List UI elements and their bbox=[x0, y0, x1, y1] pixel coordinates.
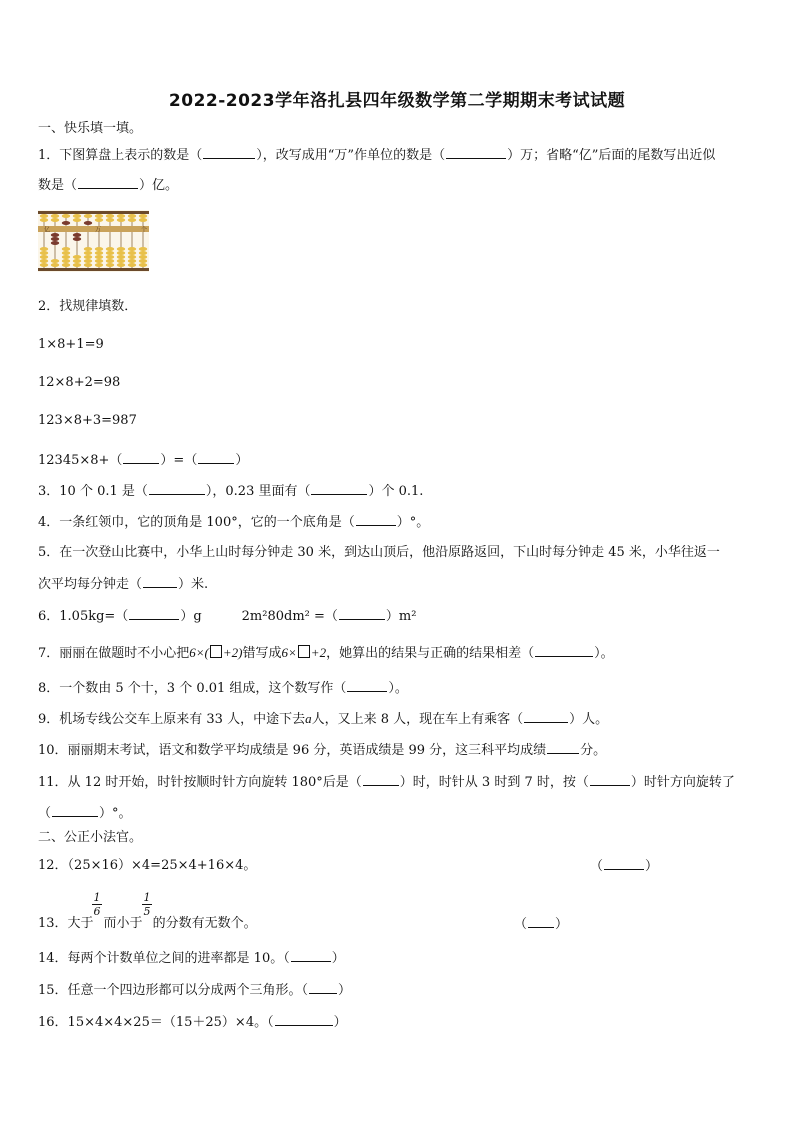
q3-text-a: 3．10 个 0.1 是（ bbox=[38, 484, 148, 499]
abacus-bead bbox=[62, 214, 70, 218]
abacus-bead bbox=[128, 263, 136, 267]
q8-text-a: 8．一个数由 5 个十，3 个 0.01 组成，这个数写作（ bbox=[38, 681, 347, 696]
abacus-bead bbox=[84, 221, 92, 225]
q4-text-a: 4．一条红领巾，它的顶角是 100°，它的一个底角是（ bbox=[38, 515, 355, 530]
abacus-bead bbox=[51, 259, 59, 263]
abacus-bead bbox=[84, 251, 92, 255]
abacus-bead bbox=[106, 218, 114, 222]
abacus-bead bbox=[117, 251, 125, 255]
q7-text-b: 错写成 bbox=[242, 646, 282, 661]
abacus-bead bbox=[51, 218, 59, 222]
page-title: 2022-2023学年洛扎县四年级数学第二学期期末考试试题 bbox=[168, 91, 626, 111]
q16-blank[interactable] bbox=[275, 1014, 333, 1026]
question-4 bbox=[38, 514, 429, 531]
q11-blank-1[interactable] bbox=[363, 774, 399, 786]
question-5-line-1: 5．在一次登山比赛中，小华上山时每分钟走 30 米，到达山顶后，他沿原路返回，下山时每分钟走 45 米，小华往返一 bbox=[38, 545, 720, 560]
q13-fraction-one-fifth: 1 5 bbox=[143, 891, 151, 918]
q15-blank[interactable] bbox=[309, 982, 337, 994]
q6-blank-1[interactable] bbox=[129, 608, 179, 620]
q9-text-a: 9．机场专线公交车上原来有 33 人，中途下去 bbox=[38, 712, 306, 727]
q7-box-2 bbox=[298, 645, 310, 658]
q14-text-a: 14．每两个计数单位之间的进率都是 10。（ bbox=[38, 951, 290, 966]
abacus-bead bbox=[73, 255, 81, 259]
q11-text-c: ）时针方向旋转了 bbox=[630, 775, 735, 790]
question-9 bbox=[38, 711, 608, 728]
abacus-bead bbox=[73, 233, 81, 237]
q6-blank-2[interactable] bbox=[339, 608, 385, 620]
q13-text-b: 而小于 bbox=[103, 916, 143, 931]
question-11-line-1 bbox=[38, 774, 735, 791]
q7-expression-wrong: 6× +2 bbox=[281, 645, 327, 660]
abacus-bead bbox=[139, 214, 147, 218]
abacus-bead bbox=[139, 247, 147, 251]
q2-blank-2[interactable] bbox=[198, 452, 234, 464]
abacus-bead bbox=[128, 259, 136, 263]
q1-text-b: ），改写成用“万”作单位的数是（ bbox=[256, 148, 446, 163]
q1-text-c: ）万；省略“亿”后面的尾数写出近似 bbox=[507, 148, 716, 163]
q2-text-b: ）=（ bbox=[160, 453, 198, 468]
abacus-bead bbox=[62, 221, 70, 225]
abacus-bead bbox=[117, 255, 125, 259]
q2-text-a: 12345×8+（ bbox=[38, 453, 123, 468]
abacus-bead bbox=[84, 247, 92, 251]
abacus-bead bbox=[128, 247, 136, 251]
abacus-bead bbox=[62, 263, 70, 267]
q4-text-b: ）°。 bbox=[396, 515, 430, 530]
question-12: 12．（25×16）×4=25×4+16×4。 bbox=[38, 858, 257, 873]
abacus-bead bbox=[40, 247, 48, 251]
question-3 bbox=[38, 483, 423, 500]
abacus-bead bbox=[106, 255, 114, 259]
question-2-pattern-2: 12×8+2=98 bbox=[38, 375, 121, 390]
question-6 bbox=[38, 608, 416, 625]
q11-text-a: 11．从 12 时开始，时针按顺时针方向旋转 180°后是（ bbox=[38, 775, 362, 790]
question-2-title: 2．找规律填数． bbox=[38, 299, 138, 314]
section-heading-2: 二、公正小法官。 bbox=[38, 830, 143, 845]
question-12-judgement[interactable]: （ ） bbox=[590, 859, 659, 874]
abacus-bead bbox=[73, 218, 81, 222]
abacus-bead bbox=[139, 259, 147, 263]
question-16 bbox=[38, 1014, 347, 1031]
q1-text-a: 1．下图算盘上表示的数是（ bbox=[38, 148, 203, 163]
abacus-bead bbox=[117, 218, 125, 222]
question-15 bbox=[38, 982, 351, 999]
question-11-line-2 bbox=[38, 805, 132, 822]
q9-blank-1[interactable] bbox=[524, 711, 568, 723]
abacus-beam bbox=[38, 226, 149, 232]
question-10 bbox=[38, 742, 606, 759]
q7-text-c: ，她算出的结果与正确的结果相差（ bbox=[326, 646, 535, 661]
question-8 bbox=[38, 680, 408, 697]
q7-expression-correct: 6×( +2) bbox=[189, 645, 243, 660]
q6-text-c: 2m²80dm² =（ bbox=[241, 609, 338, 624]
q14-text-b: ） bbox=[331, 951, 345, 966]
abacus-bead bbox=[117, 263, 125, 267]
abacus-top-frame bbox=[38, 211, 149, 214]
question-13 bbox=[38, 916, 257, 932]
abacus-bead bbox=[106, 214, 114, 218]
q3-blank-2[interactable] bbox=[311, 483, 367, 495]
question-13-judgement[interactable]: （ ） bbox=[514, 917, 569, 932]
q2-text-c: ） bbox=[235, 453, 249, 468]
q9-variable-a: a bbox=[305, 711, 312, 726]
abacus-bead bbox=[51, 214, 59, 218]
abacus-bead bbox=[84, 259, 92, 263]
abacus-bead bbox=[40, 263, 48, 267]
q11-blank-2[interactable] bbox=[590, 774, 630, 786]
q3-blank-1[interactable] bbox=[149, 483, 205, 495]
question-14 bbox=[38, 950, 345, 967]
section-heading-1: 一、快乐填一填。 bbox=[38, 121, 143, 136]
abacus-bead bbox=[84, 214, 92, 218]
q10-text-b: 分。 bbox=[580, 743, 607, 758]
q11-text-e: ）°。 bbox=[99, 806, 132, 821]
question-1-line-2 bbox=[38, 177, 178, 194]
q1-blank-2[interactable] bbox=[446, 147, 506, 159]
abacus-label-wan: 万 bbox=[95, 226, 102, 234]
abacus-bead bbox=[40, 255, 48, 259]
abacus-bead bbox=[73, 263, 81, 267]
question-1-line-1 bbox=[38, 147, 715, 164]
q6-text-b: ）g bbox=[180, 609, 202, 624]
q16-text-b: ） bbox=[333, 1015, 347, 1030]
q3-text-b: ），0.23 里面有（ bbox=[205, 484, 311, 499]
abacus-label-yi: 亿 bbox=[44, 226, 51, 234]
abacus-bead bbox=[95, 255, 103, 259]
abacus-bead bbox=[73, 214, 81, 218]
abacus-bead bbox=[84, 255, 92, 259]
q2-blank-1[interactable] bbox=[123, 452, 159, 464]
q9-text-c: ）人。 bbox=[569, 712, 609, 727]
question-5-line-2 bbox=[38, 576, 208, 593]
q10-text-a: 10．丽丽期末考试，语文和数学平均成绩是 96 分，英语成绩是 99 分，这三科平均成绩 bbox=[38, 743, 547, 758]
abacus-bead bbox=[139, 251, 147, 255]
abacus-bead bbox=[40, 259, 48, 263]
q13-text-a: 13．大于 bbox=[38, 916, 94, 931]
q7-text-a: 7．丽丽在做题时不小心把 bbox=[38, 646, 190, 661]
abacus-bead bbox=[62, 247, 70, 251]
q13-text-c: 的分数有无数个。 bbox=[152, 916, 257, 931]
q8-text-b: ）。 bbox=[388, 681, 408, 696]
abacus-bead bbox=[95, 218, 103, 222]
abacus-bead bbox=[117, 214, 125, 218]
abacus-bead bbox=[84, 263, 92, 267]
abacus-bead bbox=[51, 241, 59, 245]
q5-text-c: ）米. bbox=[178, 577, 209, 592]
abacus-image bbox=[38, 210, 149, 272]
q8-blank-1[interactable] bbox=[347, 680, 387, 692]
q1-text-e: ）亿。 bbox=[139, 178, 179, 193]
q15-text-b: ） bbox=[338, 983, 352, 998]
abacus-bead bbox=[51, 237, 59, 241]
q5-text-b: 次平均每分钟走（ bbox=[38, 577, 143, 592]
abacus-bead bbox=[62, 259, 70, 263]
abacus-bead bbox=[95, 247, 103, 251]
question-2-pattern-1: 1×8+1=9 bbox=[38, 337, 104, 352]
q13-blank[interactable] bbox=[528, 916, 554, 928]
q13-fraction-one-sixth: 1 6 bbox=[93, 891, 101, 918]
q6-text-d: ）m² bbox=[385, 609, 417, 624]
abacus-bead bbox=[117, 259, 125, 263]
abacus-bead bbox=[40, 218, 48, 222]
q7-text-d: ）。 bbox=[594, 646, 614, 661]
q11-text-b: ）时，时针从 3 时到 7 时，按（ bbox=[399, 775, 589, 790]
q4-blank-1[interactable] bbox=[356, 514, 396, 526]
abacus-bead bbox=[95, 259, 103, 263]
abacus-bead bbox=[106, 259, 114, 263]
abacus-bead bbox=[128, 218, 136, 222]
abacus-bead bbox=[40, 251, 48, 255]
abacus-bottom-frame bbox=[38, 268, 149, 271]
q1-text-d: 数是（ bbox=[38, 178, 78, 193]
q12-blank[interactable] bbox=[604, 858, 644, 870]
q1-blank-1[interactable] bbox=[203, 147, 255, 159]
q9-text-b: 人，又上来 8 人，现在车上有乘客（ bbox=[311, 712, 524, 727]
abacus-bead bbox=[117, 247, 125, 251]
q15-text-a: 15．任意一个四边形都可以分成两个三角形。（ bbox=[38, 983, 309, 998]
abacus-bead bbox=[128, 255, 136, 259]
abacus-bead bbox=[106, 263, 114, 267]
question-2-pattern-4 bbox=[38, 452, 248, 469]
abacus-bead bbox=[51, 263, 59, 267]
abacus-bead bbox=[51, 233, 59, 237]
q11-blank-3[interactable] bbox=[52, 805, 98, 817]
abacus-bead bbox=[128, 214, 136, 218]
q6-text-a: 6．1.05kg=（ bbox=[38, 609, 129, 624]
abacus-bead bbox=[95, 214, 103, 218]
q7-box-1 bbox=[210, 645, 222, 658]
abacus-bead bbox=[73, 237, 81, 241]
abacus-bead bbox=[139, 263, 147, 267]
abacus-bead bbox=[62, 255, 70, 259]
q1-blank-3[interactable] bbox=[78, 177, 138, 189]
abacus-bead bbox=[62, 251, 70, 255]
question-2-pattern-3: 123×8+3=987 bbox=[38, 413, 137, 428]
abacus-bead bbox=[40, 214, 48, 218]
abacus-bead bbox=[139, 255, 147, 259]
q11-text-d: （ bbox=[38, 806, 52, 821]
question-7 bbox=[38, 645, 614, 662]
q5-blank-1[interactable] bbox=[143, 576, 177, 588]
abacus-label-ge: 个 bbox=[141, 226, 148, 234]
abacus-bead bbox=[139, 218, 147, 222]
abacus-bead bbox=[106, 251, 114, 255]
q7-blank-1[interactable] bbox=[535, 645, 593, 657]
abacus-bead bbox=[128, 251, 136, 255]
abacus-bead bbox=[95, 251, 103, 255]
q10-blank-1[interactable] bbox=[547, 742, 579, 754]
q14-blank[interactable] bbox=[291, 950, 331, 962]
q16-text-a: 16．15×4×4×25＝（15＋25）×4。（ bbox=[38, 1015, 274, 1030]
abacus-bead bbox=[73, 259, 81, 263]
abacus-bead bbox=[95, 263, 103, 267]
abacus-bead bbox=[106, 247, 114, 251]
q3-text-c: ）个 0.1. bbox=[368, 484, 424, 499]
